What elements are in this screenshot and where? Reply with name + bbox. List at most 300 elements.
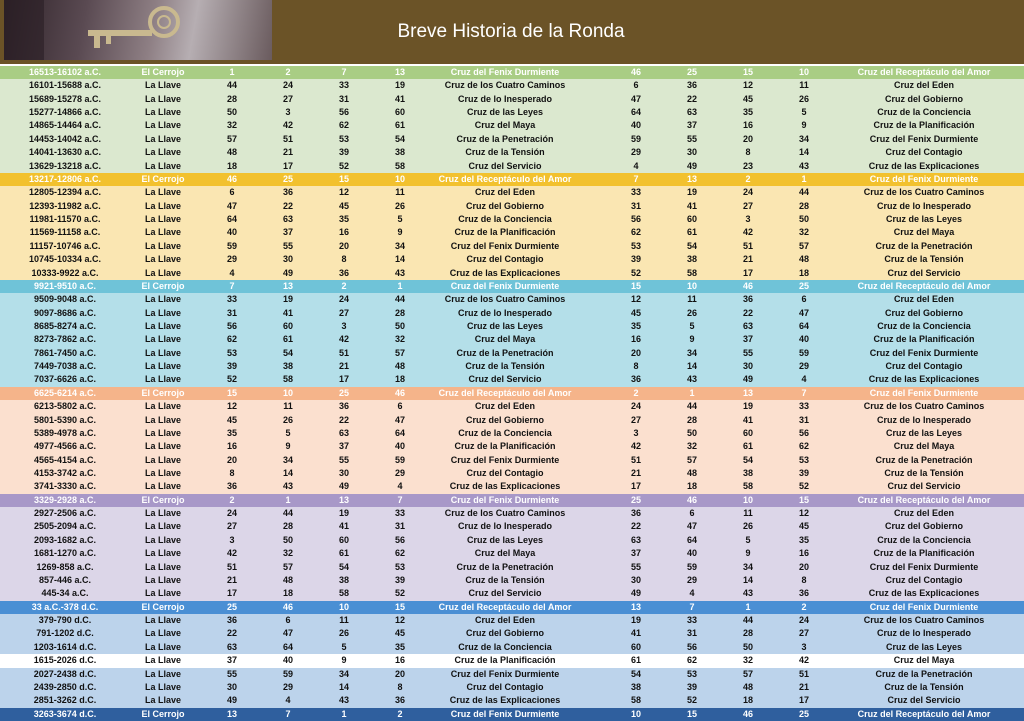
table-row [0, 454, 1024, 467]
table-cell: 379-790 d.C. [38, 615, 92, 626]
table-row [0, 480, 1024, 493]
table-cell: 57 [798, 240, 809, 251]
table-cell: 48 [686, 468, 697, 479]
table-cell: 47 [630, 93, 641, 104]
table-row [0, 347, 1024, 360]
table-cell: La Llave [144, 120, 182, 131]
table-cell: Cruz de los Cuatro Caminos [863, 615, 985, 626]
table-cell: 34 [686, 347, 697, 358]
table-cell: Cruz de la Planificación [454, 227, 556, 238]
table-cell: Cruz del Receptáculo del Amor [438, 173, 572, 184]
table-cell: 1 [689, 387, 695, 398]
table-cell: 32 [226, 120, 237, 131]
table-cell: 37 [226, 655, 237, 666]
table-cell: 19 [282, 294, 293, 305]
table-row-cerrojo [0, 173, 1024, 186]
table-cell: Cruz del Receptáculo del Amor [438, 387, 572, 398]
table-cell: Cruz de la Planificación [873, 548, 975, 559]
table-cell: 14041-13630 a.C. [28, 147, 102, 158]
table-cell: 55 [338, 454, 349, 465]
table-cell: 38 [338, 574, 349, 585]
table-cell: Cruz del Contagio [466, 681, 544, 692]
table-cell: 62 [686, 655, 697, 666]
table-cell: 8273-7862 a.C. [33, 334, 97, 345]
table-cell: Cruz del Fenix Durmiente [869, 173, 979, 184]
table-cell: 2027-2438 d.C. [33, 668, 97, 679]
table-cell: 49 [226, 695, 237, 706]
table-cell: 39 [686, 681, 697, 692]
table-cell: 21 [226, 574, 237, 585]
table-cell: Cruz de las Leyes [466, 107, 544, 118]
table-cell: 28 [282, 521, 293, 532]
table-row [0, 534, 1024, 547]
table-cell: El Cerrojo [141, 601, 185, 612]
table-cell: La Llave [144, 454, 182, 465]
table-cell: 4565-4154 a.C. [33, 454, 97, 465]
table-row [0, 400, 1024, 413]
table-cell: 56 [338, 107, 349, 118]
table-cell: 35 [394, 641, 405, 652]
table-cell: 64 [226, 214, 237, 225]
table-cell: 59 [226, 240, 237, 251]
table-cell: 33 a.C.-378 d.C. [31, 601, 99, 612]
table-cell: 1 [341, 708, 347, 719]
table-cell: 61 [742, 441, 753, 452]
table-cell: 48 [282, 574, 293, 585]
table-cell: 57 [742, 668, 753, 679]
table-cell: La Llave [144, 534, 182, 545]
table-cell: Cruz de lo Inesperado [457, 521, 553, 532]
table-cell: 33 [338, 80, 349, 91]
table-cell: Cruz de los Cuatro Caminos [863, 401, 985, 412]
table-cell: 41 [282, 307, 293, 318]
table-cell: Cruz de la Tensión [884, 254, 964, 265]
table-cell: 1681-1270 a.C. [33, 548, 97, 559]
table-cell: 26 [338, 628, 349, 639]
table-cell: 1615-2026 d.C. [33, 655, 97, 666]
table-cell: 62 [630, 227, 641, 238]
table-cell: 54 [686, 240, 697, 251]
table-cell: 16101-15688 a.C. [28, 80, 102, 91]
table-cell: La Llave [144, 93, 182, 104]
table-cell: 47 [394, 414, 405, 425]
table-cell: La Llave [144, 641, 182, 652]
table-cell: 8 [745, 147, 751, 158]
table-cell: Cruz del Fenix Durmiente [450, 240, 560, 251]
table-cell: 63 [282, 214, 293, 225]
table-cell: 13 [686, 173, 697, 184]
table-cell: 58 [338, 588, 349, 599]
table-cell: 48 [226, 147, 237, 158]
table-cell: 5389-4978 a.C. [33, 427, 97, 438]
table-cell: Cruz del Eden [474, 615, 535, 626]
table-cell: 7037-6626 a.C. [33, 374, 97, 385]
table-cell: Cruz de lo Inesperado [457, 93, 553, 104]
table-cell: 46 [686, 494, 697, 505]
table-cell: 7449-7038 a.C. [33, 361, 97, 372]
table-cell: 15 [742, 67, 753, 77]
table-cell: 14 [686, 361, 697, 372]
table-cell: La Llave [144, 361, 182, 372]
table-cell: 46 [742, 708, 753, 719]
table-cell: 7 [689, 601, 695, 612]
table-row [0, 106, 1024, 119]
table-cell: La Llave [144, 320, 182, 331]
table-cell: 22 [338, 414, 349, 425]
table-cell: 29 [226, 254, 237, 265]
table-cell: La Llave [144, 414, 182, 425]
table-cell: 40 [798, 334, 809, 345]
table-cell: 45 [338, 200, 349, 211]
table-cell: Cruz de la Penetración [456, 561, 554, 572]
table-cell: 22 [226, 628, 237, 639]
table-cell: Cruz del Fenix Durmiente [869, 387, 979, 398]
table-cell: 10 [630, 708, 641, 719]
table-cell: Cruz de la Tensión [884, 681, 964, 692]
table-row [0, 440, 1024, 453]
table-cell: La Llave [144, 227, 182, 238]
table-cell: 47 [686, 521, 697, 532]
table-cell: 3741-3330 a.C. [33, 481, 97, 492]
table-cell: 29 [630, 147, 641, 158]
table-cell: 36 [630, 374, 641, 385]
table-cell: 1203-1614 d.C. [33, 641, 97, 652]
table-cell: 7 [633, 173, 639, 184]
table-cell: 12 [226, 401, 237, 412]
table-cell: La Llave [144, 561, 182, 572]
table-cell: 36 [282, 187, 293, 198]
table-cell: 34 [338, 668, 349, 679]
table-cell: 54 [282, 347, 293, 358]
table-row [0, 253, 1024, 266]
table-cell: 2439-2850 d.C. [33, 681, 97, 692]
table-cell: 13629-13218 a.C. [28, 160, 102, 171]
table-cell: 60 [282, 320, 293, 331]
table-cell: 58 [630, 695, 641, 706]
table-cell: 50 [742, 641, 753, 652]
table-cell: 42 [226, 548, 237, 559]
table-row [0, 119, 1024, 132]
table-row [0, 240, 1024, 253]
table-cell: 47 [282, 628, 293, 639]
table-cell: 14 [798, 147, 809, 158]
table-cell: 36 [226, 481, 237, 492]
table-cell: 2 [285, 67, 291, 77]
table-cell: Cruz de las Explicaciones [449, 481, 561, 492]
table-cell: 24 [742, 187, 753, 198]
table-cell: 49 [282, 267, 293, 278]
table-cell: 18 [394, 374, 405, 385]
table-cell: 4 [397, 481, 403, 492]
table-cell: Cruz de lo Inesperado [876, 200, 972, 211]
table-cell: 6625-6214 a.C. [33, 387, 97, 398]
table-row [0, 547, 1024, 560]
table-cell: 9 [341, 655, 347, 666]
table-cell: Cruz de las Explicaciones [868, 160, 980, 171]
table-cell: 26 [686, 307, 697, 318]
table-cell: Cruz del Fenix Durmiente [450, 67, 560, 77]
table-cell: Cruz del Eden [474, 401, 535, 412]
table-cell: 16 [630, 334, 641, 345]
table-cell: 35 [798, 534, 809, 545]
table-cell: La Llave [144, 508, 182, 519]
table-cell: 44 [226, 80, 237, 91]
table-cell: 32 [798, 227, 809, 238]
table-cell: 57 [226, 133, 237, 144]
table-cell: 48 [742, 681, 753, 692]
table-cell: La Llave [144, 334, 182, 345]
table-cell: 3263-3674 d.C. [33, 708, 97, 719]
table-cell: 41 [338, 521, 349, 532]
table-cell: 54 [630, 668, 641, 679]
table-cell: 27 [798, 628, 809, 639]
table-cell: Cruz del Eden [474, 187, 535, 198]
table-cell: 37 [282, 227, 293, 238]
table-cell: 9921-9510 a.C. [33, 280, 97, 291]
table-row-cerrojo [0, 601, 1024, 614]
table-row [0, 467, 1024, 480]
table-cell: 13 [394, 67, 405, 77]
table-cell: El Cerrojo [141, 494, 185, 505]
table-row [0, 226, 1024, 239]
table-cell: 14 [338, 681, 349, 692]
table-cell: 10333-9922 a.C. [31, 267, 99, 278]
table-cell: Cruz de la Conciencia [877, 534, 971, 545]
table-cell: La Llave [144, 695, 182, 706]
table-cell: 2 [229, 494, 235, 505]
table-cell: 7 [801, 387, 807, 398]
table-cell: 32 [394, 334, 405, 345]
table-cell: 23 [742, 160, 753, 171]
table-cell: 50 [394, 320, 405, 331]
table-cell: Cruz del Contagio [885, 361, 963, 372]
table-cell: 2 [633, 387, 639, 398]
table-cell: 35 [742, 107, 753, 118]
table-cell: 60 [686, 214, 697, 225]
table-cell: 22 [742, 307, 753, 318]
table-cell: Cruz del Receptáculo del Amor [438, 601, 572, 612]
table-row [0, 160, 1024, 173]
table-cell: 14865-14464 a.C. [28, 120, 102, 131]
table-row-cerrojo [0, 280, 1024, 293]
table-cell: 9 [689, 334, 695, 345]
table-cell: 19 [394, 80, 405, 91]
table-cell: Cruz de los Cuatro Caminos [444, 508, 566, 519]
table-cell: 31 [338, 93, 349, 104]
table-cell: La Llave [144, 133, 182, 144]
table-cell: 59 [394, 454, 405, 465]
table-cell: 36 [630, 508, 641, 519]
table-cell: 42 [338, 334, 349, 345]
table-cell: 21 [742, 254, 753, 265]
table-cell: 26 [282, 414, 293, 425]
table-row [0, 373, 1024, 386]
table-cell: El Cerrojo [141, 280, 185, 291]
table-cell: 2 [341, 280, 347, 291]
table-cell: 33 [630, 187, 641, 198]
table-cell: Cruz del Maya [474, 120, 536, 131]
table-cell: 445-34 a.C. [41, 588, 89, 599]
table-row [0, 414, 1024, 427]
table-cell: 55 [282, 240, 293, 251]
table-cell: 18 [742, 695, 753, 706]
table-cell: 41 [630, 628, 641, 639]
table-cell: 3 [285, 107, 291, 118]
table-cell: 10 [686, 280, 697, 291]
table-cell: 32 [686, 441, 697, 452]
table-cell: 56 [798, 427, 809, 438]
table-cell: Cruz de las Leyes [885, 427, 963, 438]
table-row-cerrojo [0, 66, 1024, 79]
table-cell: 39 [394, 574, 405, 585]
table-cell: 51 [798, 668, 809, 679]
table-cell: Cruz del Eden [893, 294, 954, 305]
table-cell: Cruz de lo Inesperado [876, 628, 972, 639]
table-cell: 5 [689, 320, 695, 331]
table-cell: La Llave [144, 401, 182, 412]
table-cell: Cruz del Receptáculo del Amor [857, 494, 991, 505]
table-cell: 10 [394, 173, 405, 184]
table-cell: 9 [397, 227, 403, 238]
table-cell: 13 [338, 494, 349, 505]
table-cell: 44 [742, 615, 753, 626]
table-cell: 47 [226, 200, 237, 211]
table-cell: 13 [630, 601, 641, 612]
table-cell: Cruz del Fenix Durmiente [869, 347, 979, 358]
table-cell: 22 [282, 200, 293, 211]
table-cell: 35 [338, 214, 349, 225]
table-cell: 13 [742, 387, 753, 398]
table-cell: 61 [394, 120, 405, 131]
table-cell: 9097-8686 a.C. [33, 307, 97, 318]
table-cell: 33 [798, 401, 809, 412]
table-cell: 56 [630, 214, 641, 225]
table-cell: 21 [282, 147, 293, 158]
table-cell: 58 [282, 374, 293, 385]
table-row [0, 267, 1024, 280]
table-cell: Cruz del Eden [893, 80, 954, 91]
table-cell: 57 [282, 561, 293, 572]
table-row-cerrojo [0, 708, 1024, 721]
table-cell: 43 [338, 695, 349, 706]
table-cell: Cruz del Fenix Durmiente [450, 454, 560, 465]
table-cell: La Llave [144, 574, 182, 585]
table-cell: 48 [394, 361, 405, 372]
table-cell: Cruz del Contagio [466, 254, 544, 265]
table-cell: 45 [226, 414, 237, 425]
table-cell: 5 [285, 427, 291, 438]
table-cell: 31 [686, 628, 697, 639]
table-cell: Cruz del Servicio [468, 160, 542, 171]
table-cell: 24 [798, 615, 809, 626]
table-row [0, 681, 1024, 694]
table-cell: El Cerrojo [141, 708, 185, 719]
table-cell: Cruz del Contagio [885, 147, 963, 158]
table-cell: 59 [798, 347, 809, 358]
table-cell: 49 [742, 374, 753, 385]
table-cell: 36 [798, 588, 809, 599]
table-cell: 2 [397, 708, 403, 719]
table-cell: 43 [742, 588, 753, 599]
table-cell: 51 [742, 240, 753, 251]
table-cell: 8 [397, 681, 403, 692]
table-cell: 43 [686, 374, 697, 385]
table-cell: 59 [686, 561, 697, 572]
table-cell: 13 [226, 708, 237, 719]
table-cell: 30 [226, 681, 237, 692]
table-cell: 13217-12806 a.C. [28, 173, 102, 184]
table-cell: Cruz de la Conciencia [877, 320, 971, 331]
table-cell: 4 [689, 588, 695, 599]
table-cell: 24 [338, 294, 349, 305]
table-cell: 16 [226, 441, 237, 452]
table-cell: 15 [226, 387, 237, 398]
table-cell: 6 [229, 187, 235, 198]
table-cell: 28 [394, 307, 405, 318]
table-cell: 31 [226, 307, 237, 318]
table-cell: 63 [226, 641, 237, 652]
table-cell: La Llave [144, 307, 182, 318]
table-cell: 34 [394, 240, 405, 251]
table-cell: 18 [226, 160, 237, 171]
table-cell: 36 [394, 695, 405, 706]
table-cell: 29 [686, 574, 697, 585]
table-cell: 14 [742, 574, 753, 585]
table-cell: 10 [798, 67, 809, 77]
table-cell: Cruz del Fenix Durmiente [450, 668, 560, 679]
table-cell: 36 [226, 615, 237, 626]
table-cell: 38 [282, 361, 293, 372]
table-cell: 36 [686, 80, 697, 91]
table-cell: 6 [397, 401, 403, 412]
table-row [0, 307, 1024, 320]
table-cell: 25 [282, 173, 293, 184]
table-cell: 9 [285, 441, 291, 452]
table-cell: La Llave [144, 588, 182, 599]
table-cell: 10745-10334 a.C. [28, 254, 102, 265]
table-cell: 1 [229, 67, 235, 77]
table-cell: 44 [394, 294, 405, 305]
table-cell: 43 [394, 267, 405, 278]
table-cell: 26 [742, 521, 753, 532]
table-cell: 12 [798, 508, 809, 519]
table-cell: Cruz de la Tensión [465, 574, 545, 585]
table-cell: Cruz de las Explicaciones [868, 374, 980, 385]
table-cell: 53 [338, 133, 349, 144]
data-table [0, 66, 1024, 721]
table-cell: 25 [338, 387, 349, 398]
table-cell: Cruz de la Planificación [454, 441, 556, 452]
table-cell: 15 [798, 494, 809, 505]
table-cell: 12 [338, 187, 349, 198]
table-cell: La Llave [144, 347, 182, 358]
table-cell: 3 [745, 214, 751, 225]
table-cell: 53 [394, 561, 405, 572]
table-cell: 58 [394, 160, 405, 171]
table-cell: La Llave [144, 615, 182, 626]
table-cell: 58 [686, 267, 697, 278]
page-title: Breve Historia de la Ronda [397, 21, 625, 42]
table-cell: 38 [394, 147, 405, 158]
table-cell: 55 [686, 133, 697, 144]
table-cell: 2927-2506 a.C. [33, 508, 97, 519]
table-cell: 50 [686, 427, 697, 438]
table-cell: 19 [686, 187, 697, 198]
table-cell: 1 [285, 494, 291, 505]
table-cell: 43 [282, 481, 293, 492]
table-cell: 36 [338, 401, 349, 412]
table-cell: 31 [630, 200, 641, 211]
